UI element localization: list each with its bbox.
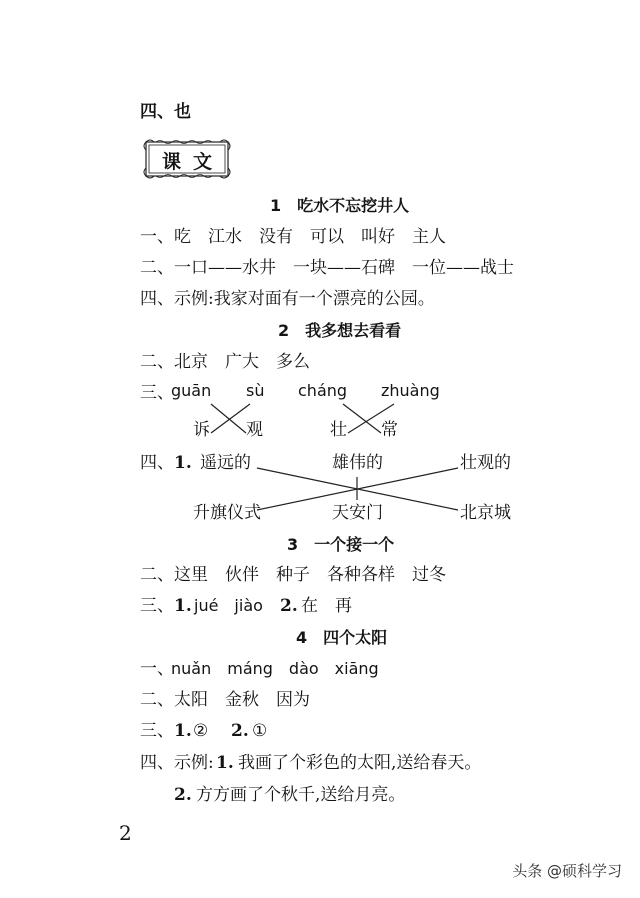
char-chang: 常	[381, 420, 398, 440]
pinyin-guan: guān	[171, 381, 212, 400]
pinyin-su: sù	[246, 381, 265, 400]
lesson-1-title: 1 吃水不忘挖井人	[270, 196, 410, 215]
lesson-2-title: 2 我多想去看看	[278, 321, 402, 340]
lesson-2-answer-4-num: 1.	[174, 453, 192, 473]
lesson-4-title: 4 四个太阳	[296, 628, 388, 647]
lesson-4-answer-4-sentence1: 我画了个彩色的太阳,送给春天。	[238, 753, 482, 773]
lesson-3-answer-3-pinyin: jué jiào	[194, 596, 263, 615]
char-guan: 观	[246, 420, 263, 440]
lesson-2-answer-4-prefix: 四、	[140, 453, 174, 473]
match-line-chang	[343, 404, 381, 433]
lesson-1-answer-2: 二、一口——水井 一块——石碑 一位——战士	[140, 258, 514, 278]
lesson-3-answer-3-num2: 2.	[280, 596, 298, 616]
lesson-1-answer-1: 一、吃 江水 没有 可以 叫好 主人	[140, 227, 446, 247]
lesson-4-answer-1-pinyin: nuǎn máng dào xiāng	[171, 659, 379, 678]
lesson-4-answer-1-prefix: 一、	[140, 659, 174, 679]
watermark: 头条 @硕科学习	[512, 862, 622, 880]
lesson-3-answer-2: 二、这里 伙伴 种子 各种各样 过冬	[140, 565, 446, 585]
answer-line-4: 四、也	[140, 102, 191, 122]
lesson-3-answer-3-num1: 1.	[174, 596, 192, 616]
lesson-1-answer-4: 四、示例:我家对面有一个漂亮的公园。	[140, 289, 435, 309]
lesson-4-answer-4-prefix: 四、示例:	[140, 753, 214, 773]
lesson-3-answer-3-words: 在 再	[301, 596, 352, 616]
lesson-4-answer-3-prefix: 三、	[140, 721, 174, 741]
word-beijingcheng: 北京城	[460, 503, 511, 523]
lesson-4-answer-2: 二、太阳 金秋 因为	[140, 690, 310, 710]
lesson-3-answer-3-prefix: 三、	[140, 596, 174, 616]
page-number: 2	[119, 821, 132, 845]
pinyin-chang: cháng	[298, 381, 348, 400]
lesson-4-answer-3-a2: ①	[252, 721, 268, 741]
lesson-4-answer-4-sentence2: 方方画了个秋千,送给月亮。	[196, 785, 406, 805]
word-yaoyuan: 遥远的	[200, 453, 251, 473]
section-heading-label: 课文	[161, 151, 224, 173]
char-zhuang: 壮	[330, 420, 347, 440]
lesson-2-answer-3-prefix: 三、	[140, 383, 174, 403]
pinyin-zhuang: zhuàng	[381, 381, 440, 400]
lesson-3-title: 3 一个接一个	[287, 535, 395, 554]
char-su: 诉	[193, 420, 210, 440]
lesson-4-answer-3-num2: 2.	[231, 721, 249, 741]
lesson-4-answer-3-a1: ②	[193, 721, 209, 741]
word-zhuangguan: 壮观的	[460, 453, 511, 473]
lesson-4-answer-3-num1: 1.	[174, 721, 192, 741]
lesson-4-answer-4-num1: 1.	[216, 753, 234, 773]
match-line-zhuang	[348, 404, 394, 433]
word-shengqi: 升旗仪式	[193, 503, 261, 523]
lesson-2-answer-2: 二、北京 广大 多么	[140, 352, 310, 372]
word-xiongwei: 雄伟的	[332, 453, 383, 473]
word-tiananmen: 天安门	[332, 503, 383, 523]
lesson-4-answer-4-num2: 2.	[174, 785, 192, 805]
